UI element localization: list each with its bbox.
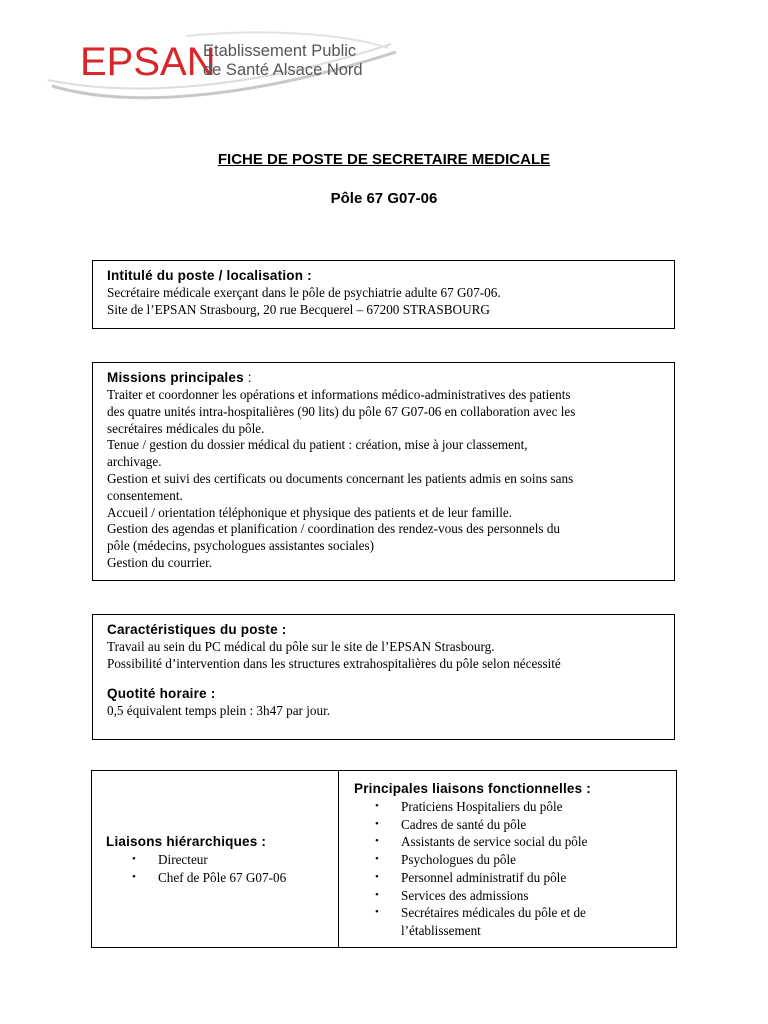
missions-line: consentement.: [107, 487, 183, 503]
liaisons-fonctionnelles-cell: [354, 780, 672, 940]
bullet-icon: •: [132, 853, 136, 865]
missions-line: Traiter et coordonner les opérations et informations médico-administratives des patients: [107, 387, 571, 402]
missions-line: Accueil / orientation téléphonique et physique des patients et de leur famille.: [107, 504, 513, 520]
bullet-icon: •: [375, 853, 379, 866]
intitule-line-1: Secrétaire médicale exerçant dans le pôle de psychiatrie adulte 67 G07-06.: [107, 285, 501, 300]
bullet-icon: •: [375, 888, 379, 901]
table-divider: [338, 771, 339, 947]
list-item: • Personnel administratif du pôle: [375, 869, 567, 885]
list-item: • Chef de Pôle 67 G07-06: [132, 869, 287, 885]
quotite-text: 0,5 équivalent temps plein : 3h47 par jour.: [107, 702, 331, 718]
liaisons-table: [91, 770, 677, 948]
missions-heading: Missions principales :: [107, 370, 252, 385]
list-item-continuation: l’établissement: [401, 922, 481, 938]
bullet-icon: •: [132, 870, 136, 883]
list-item: • Praticiens Hospitaliers du pôle: [375, 799, 563, 814]
logo-brand: EPSAN: [80, 40, 216, 84]
document-title: FICHE DE POSTE DE SECRETAIRE MEDICALE: [217, 151, 551, 168]
bullet-icon: •: [375, 835, 379, 848]
intitule-heading: Intitulé du poste / localisation :: [107, 268, 312, 283]
list-item: • Directeur: [132, 852, 208, 867]
logo-line-1: Etablissement Public: [203, 42, 357, 60]
liaisons-hierarchiques-list: [106, 851, 331, 886]
missions-section: [92, 362, 675, 581]
missions-line: Tenue / gestion du dossier médical du patient : création, mise à jour classement,: [107, 437, 528, 453]
liaisons-fonctionnelles-heading: Principales liaisons fonctionnelles :: [354, 781, 591, 796]
list-item: • Secrétaires médicales du pôle et de: [375, 905, 586, 921]
missions-line: Gestion des agendas et planification / coordination des rendez-vous des personnels du: [107, 521, 561, 537]
list-item: • Services des admissions: [375, 887, 529, 903]
liaisons-hierarchiques-cell: [106, 833, 331, 886]
bullet-icon: •: [375, 800, 379, 812]
missions-line: Gestion du courrier.: [107, 554, 213, 570]
quotite-heading: Quotité horaire :: [107, 685, 216, 701]
epsan-logo: [46, 30, 406, 100]
list-item: • Cadres de santé du pôle: [375, 816, 527, 832]
intitule-line-2: Site de l’EPSAN Strasbourg, 20 rue Becquerel – 67200 STRASBOURG: [107, 301, 490, 317]
missions-line: archivage.: [107, 454, 162, 470]
logo-line-2: de Santé Alsace Nord: [203, 61, 363, 79]
intitule-section: [92, 260, 675, 329]
missions-line: pôle (médecins, psychologues assistantes sociales): [107, 538, 374, 554]
caracteristiques-line-2: Possibilité d’intervention dans les structures extrahospitalières du pôle selon nécessité: [107, 655, 561, 671]
liaisons-hierarchiques-heading: Liaisons hiérarchiques :: [106, 834, 267, 849]
missions-line: secrétaires médicales du pôle.: [107, 420, 265, 436]
caracteristiques-heading: Caractéristiques du poste :: [107, 622, 287, 637]
caracteristiques-section: [92, 614, 675, 740]
liaisons-fonctionnelles-list: [354, 798, 672, 940]
bullet-icon: •: [375, 817, 379, 830]
document-subtitle: Pôle 67 G07-06: [330, 190, 438, 207]
missions-line: Gestion et suivi des certificats ou documents concernant les patients admis en soins sans: [107, 470, 574, 486]
bullet-icon: •: [375, 906, 379, 919]
list-item: • Psychologues du pôle: [375, 852, 517, 868]
caracteristiques-line-1: Travail au sein du PC médical du pôle sur le site de l’EPSAN Strasbourg.: [107, 639, 495, 654]
bullet-icon: •: [375, 870, 379, 883]
list-item: • Assistants de service social du pôle: [375, 834, 588, 850]
missions-line: des quatre unités intra-hospitalières (90 lits) du pôle 67 G07-06 en collaboration avec les: [107, 403, 576, 419]
